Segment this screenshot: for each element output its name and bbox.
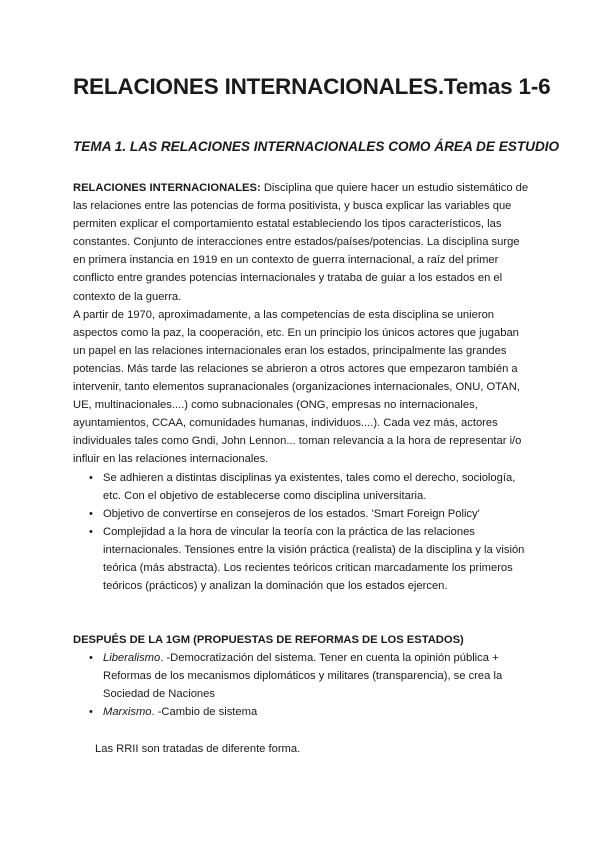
list-item	[89, 703, 529, 721]
bullet-icon: •	[89, 471, 93, 484]
intro-definition: Disciplina que quiere hacer un estudio sistemático de las relaciones entre las potencias de forma positivista, y busca explicar las variables que permiten explicar el comportamiento estatal estableciendo los tipos característicos, las constantes. Conjunto de interacciones entre estados/países/potencias. La disciplina surge en primera instancia en 1919 en un contexto de guerra internacional, a raíz del primer conflicto entre grandes potencias internacionales y trataba de guiar a los estados en el contexto de la guerra.	[73, 182, 529, 303]
list-item	[89, 469, 529, 505]
bullet-icon: •	[89, 507, 93, 520]
list-item-term: Marxismo	[103, 706, 152, 719]
section-heading: DESPUÉS DE LA 1GM (PROPUESTAS DE REFORMAS DE LOS ESTADOS)	[73, 634, 464, 646]
list-item-text: Se adhieren a distintas disciplinas ya existentes, tales como el derecho, sociología, etc. Con el objetivo de establecerse como disciplina universitaria.	[103, 471, 516, 502]
post-ww1-section	[73, 631, 529, 721]
list-item-text: . -Democratización del sistema. Tener en cuenta la opinión pública + Reformas de los mecanismos diplomáticos y militares (transparencia), se crea la Sociedad de Naciones	[103, 652, 503, 701]
list-item	[89, 505, 529, 523]
evolution-paragraph: A partir de 1970, aproximadamente, a las competencias de esta disciplina se unieron aspectos como la paz, la cooperación, etc. En un principio los únicos actores que jugaban un papel en las relaciones internacionales eran los estados, principalmente las grandes potencias. Más tarde las relaciones se abrieron a otros actores que empezaron también a intervenir, tanto elementos supranacionales (organizaciones internacionales, ONU, OTAN, UE, multinacionales....) como subnacionales (ONG, empresas no internacionales, ayuntamientos, CCAA, comunidades humanas, individuos....). Cada vez más, actores individuales tales como Gndi, John Lennon... toman relevancia a la hora de representar i/o influir en las relaciones internacionales.	[73, 308, 522, 466]
document-title: RELACIONES INTERNACIONALES.Temas 1-6	[73, 74, 551, 99]
intro-term: RELACIONES INTERNACIONALES:	[73, 182, 261, 194]
list-item-text: . -Cambio de sistema	[151, 706, 258, 719]
list-item-text: Complejidad a la hora de vincular la teoría con la práctica de las relaciones internacionales. Tensiones entre la visión práctica (realista) de la disciplina y la visión teórica (más abstracta). Los recientes teóricos critican marcadamente los primeros teóricos (prácticos) y analizan la dominación que los estados ejercen.	[103, 525, 525, 593]
bullet-icon: •	[89, 706, 93, 719]
bullet-icon: •	[89, 525, 93, 538]
closing-line: Las RRII son tratadas de diferente forma.	[95, 743, 301, 755]
bullet-icon: •	[89, 652, 93, 665]
list-item-term: Liberalismo	[103, 652, 161, 665]
topic-body	[73, 179, 529, 595]
list-item	[89, 649, 529, 703]
reform-proposals-list	[73, 649, 529, 721]
characteristics-list	[73, 469, 529, 596]
topic-heading: TEMA 1. LAS RELACIONES INTERNACIONALES COMO ÁREA DE ESTUDIO	[73, 139, 560, 154]
list-item	[89, 523, 529, 595]
list-item-text: Objetivo de convertirse en consejeros de los estados. 'Smart Foreign Policy'	[103, 507, 480, 520]
intro-paragraph	[73, 179, 529, 306]
